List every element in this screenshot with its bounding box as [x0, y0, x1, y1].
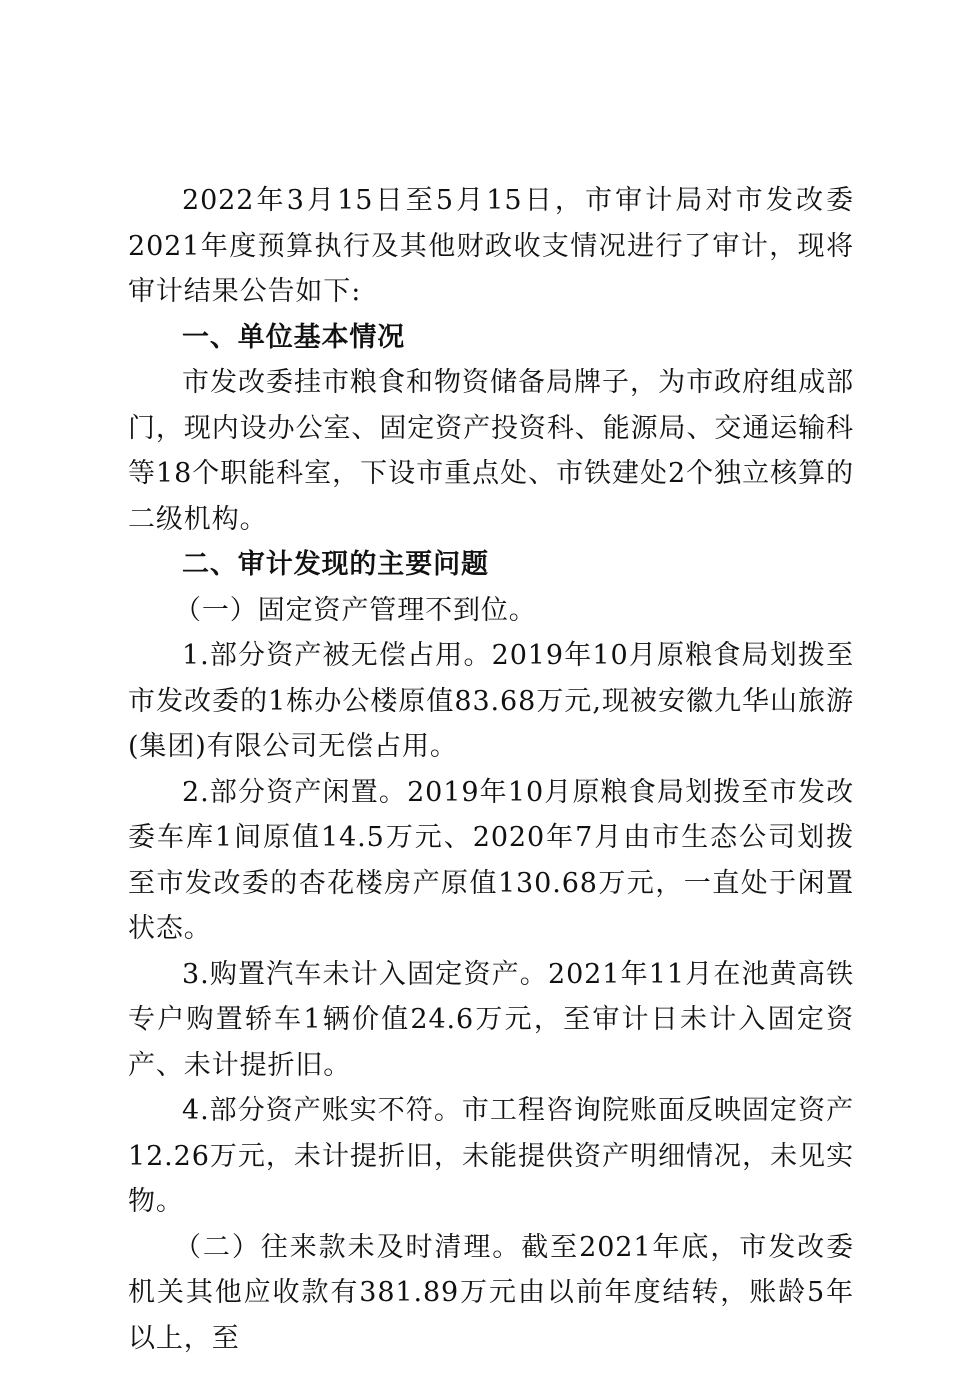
issue-item-4: 4.部分资产账实不符。市工程咨询院账面反映固定资产12.26万元，未计提折旧，未能提供资产明细情况，未见实物。: [128, 1095, 854, 1217]
issue-heading-fixed-assets: （一）固定资产管理不到位。: [174, 594, 537, 626]
document-body: [128, 178, 854, 1361]
basic-info-paragraph: 市发改委挂市粮食和物资储备局牌子，为市政府组成部门，现内设办公室、固定资产投资科、能源局、交通运输科等18个职能科室，下设市重点处、市铁建处2个独立核算的二级机构。: [128, 367, 854, 535]
intro-paragraph: 2022年3月15日至5月15日，市审计局对市发改委2021年度预算执行及其他财政收支情况进行了审计，现将审计结果公告如下:: [128, 185, 854, 307]
issue-item-1: 1.部分资产被无偿占用。2019年10月原粮食局划拨至市发改委的1栋办公楼原值83.68万元,现被安徽九华山旅游(集团)有限公司无偿占用。: [128, 640, 854, 762]
section-heading-basic-info: 一、单位基本情况: [182, 321, 406, 353]
issue-item-3: 3.购置汽车未计入固定资产。2021年11月在池黄高铁专户购置轿车1辆价值24.6万元，至审计日未计入固定资产、未计提折旧。: [128, 958, 854, 1081]
section-heading-main-issues: 二、审计发现的主要问题: [182, 549, 489, 580]
issue-item-2: 2.部分资产闲置。2019年10月原粮食局划拨至市发改委车库1间原值14.5万元、2020年7月由市生态公司划拨至市发改委的杏花楼房产原值130.68万元，一直处于闲置状态。: [128, 776, 854, 944]
issue-paragraph-receivables: （二）往来款未及时清理。截至2021年底，市发改委机关其他应收款有381.89万元由以前年度结转，账龄5年以上，至: [128, 1231, 854, 1354]
